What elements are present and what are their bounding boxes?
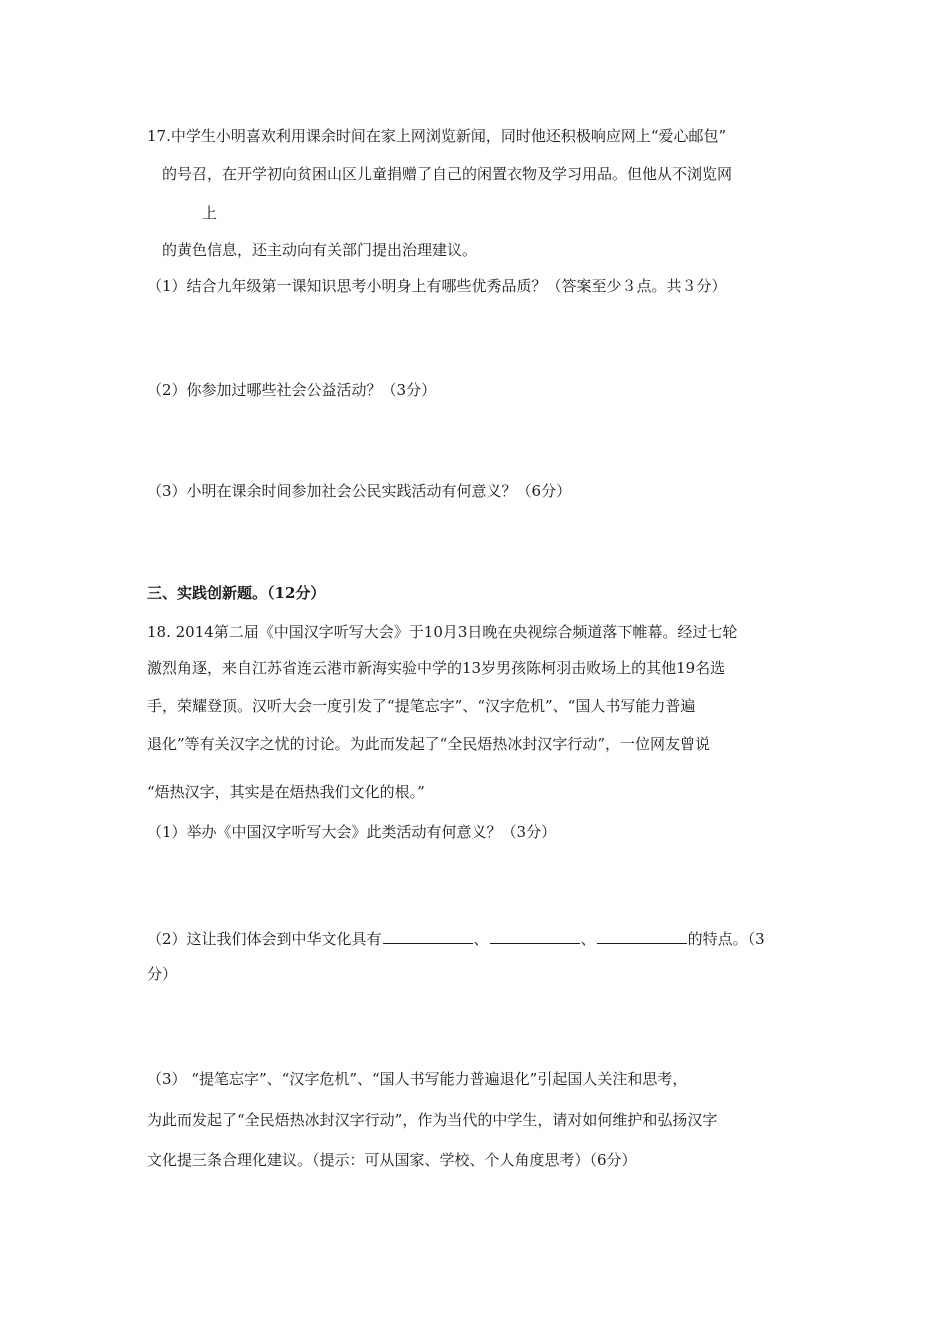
q18-sub3-line-3: 文化提三条合理化建议。（提示：可从国家、学校、个人角度思考）（6分） [147, 1151, 637, 1169]
q17-sub-question-1: （1）结合九年级第一课知识思考小明身上有哪些优秀品质？（答案至少３点。共３分） [147, 277, 727, 295]
q17-stem-line-4: 的黄色信息，还主动向有关部门提出治理建议。 [162, 241, 478, 259]
q17-stem-line-1: 17.中学生小明喜欢利用课余时间在家上网浏览新闻，同时他还积极响应网上“爱心邮包” [147, 127, 727, 145]
q17-sub-question-2: （2）你参加过哪些社会公益活动？（3分） [147, 381, 437, 399]
answer-blank-3[interactable] [597, 927, 687, 944]
q18-stem-line-1: 18. 2014第二届《中国汉字听写大会》于10月3日晚在央视综合频道落下帷幕。经过七轮 [147, 623, 738, 641]
q18-stem-line-5: “焐热汉字，其实是在焐热我们文化的根。” [147, 783, 425, 801]
q17-sub-question-3: （3）小明在课余时间参加社会公民实践活动有何意义？（6分） [147, 482, 572, 500]
q18-sub-question-2 [147, 927, 765, 949]
q18-sub2-prefix: （2）这让我们体会到中华文化具有 [147, 930, 382, 948]
q18-stem-line-3: 手，荣耀登顶。汉听大会一度引发了“提笔忘字”、“汉字危机”、“国人书写能力普遍 [147, 697, 696, 715]
q18-stem-line-4: 退化”等有关汉字之忧的讨论。为此而发起了“全民焐热冰封汉字行动”，一位网友曾说 [147, 735, 711, 753]
q18-sub3-line-1: （3） “提笔忘字”、“汉字危机”、“国人书写能力普遍退化”引起国人关注和思考， [147, 1070, 688, 1088]
q18-stem-line-2: 激烈角逐，来自江苏省连云港市新海实验中学的13岁男孩陈柯羽击败场上的其他19名选 [147, 659, 726, 677]
q17-stem-line-3: 上 [202, 204, 218, 222]
section-3-heading: 三、实践创新题。（12分） [147, 584, 326, 602]
answer-blank-2[interactable] [490, 927, 580, 944]
q18-sub3-line-2: 为此而发起了“全民焐热冰封汉字行动”，作为当代的中学生，请对如何维护和弘扬汉字 [147, 1111, 718, 1129]
q18-sub2-separator-1: 、 [473, 930, 489, 948]
q18-sub2-separator-2: 、 [580, 930, 596, 948]
q18-sub2-continuation: 分） [147, 965, 178, 983]
q17-stem-line-2: 的号召，在开学初向贫困山区儿童捐赠了自己的闲置衣物及学习用品。但他从不浏览网 [162, 165, 733, 183]
q18-sub-question-1: （1）举办《中国汉字听写大会》此类活动有何意义？（3分） [147, 823, 557, 841]
answer-blank-1[interactable] [383, 927, 473, 944]
q18-sub2-suffix: 的特点。（3 [687, 930, 765, 948]
